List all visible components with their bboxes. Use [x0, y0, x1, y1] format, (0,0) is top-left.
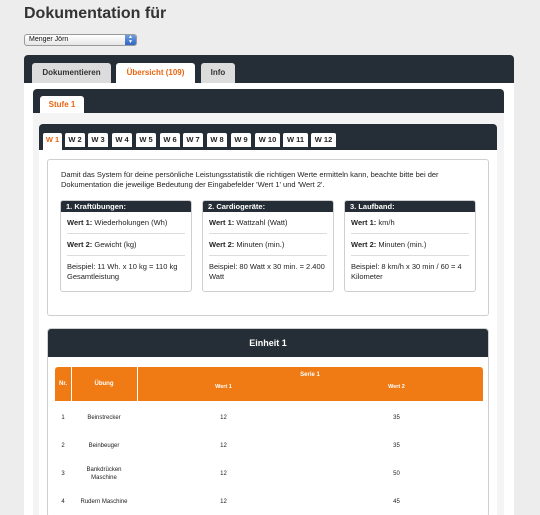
card-title: 2. Cardiogeräte:: [203, 201, 333, 212]
table-cell-wert1: 12: [220, 499, 227, 505]
header-wert1: Wert 1: [215, 384, 232, 390]
card-wert2-value: Minuten (min.): [236, 240, 285, 249]
week-panel: [39, 124, 497, 515]
card-kraftuebungen: [60, 200, 192, 292]
header-wert2: Wert 2: [388, 384, 405, 390]
card-wert2-value: Minuten (min.): [378, 240, 427, 249]
tab-week-12[interactable]: W 12: [311, 133, 336, 147]
einheit-box: [47, 328, 489, 515]
table-cell-wert1: 12: [220, 415, 227, 421]
table-cell-uebung: Beinbeuger: [88, 443, 120, 449]
card-wert2-value: Gewicht (kg): [94, 240, 137, 249]
table-cell-uebung: Bankdrücken Maschine: [86, 467, 122, 481]
card-wert2-label: Wert 2:: [209, 240, 235, 249]
table-cell-wert1: 12: [220, 471, 227, 477]
tab-dokumentieren[interactable]: Dokumentieren: [32, 63, 111, 83]
tab-week-3[interactable]: W 3: [88, 133, 108, 147]
card-example: Beispiel: 8 km/h x 30 min / 60 = 4 Kilometer: [351, 262, 462, 281]
table-cell-nr: 4: [61, 499, 65, 505]
tab-week-7[interactable]: W 7: [183, 133, 203, 147]
table-cell-wert2: 35: [393, 415, 400, 421]
card-wert1-label: Wert 1:: [351, 218, 377, 227]
tab-week-8[interactable]: W 8: [207, 133, 227, 147]
tab-week-6[interactable]: W 6: [160, 133, 180, 147]
card-wert1-value: Wattzahl (Watt): [236, 218, 288, 227]
stufe-panel: [33, 89, 504, 515]
info-box: [47, 159, 489, 316]
card-title: 1. Kraftübungen:: [61, 201, 191, 212]
table-cell-wert2: 50: [393, 471, 400, 477]
main-content: [24, 83, 514, 515]
tab-week-1[interactable]: W 1: [43, 133, 62, 150]
card-wert2-label: Wert 2:: [351, 240, 377, 249]
card-wert1-label: Wert 1:: [67, 218, 93, 227]
tab-week-9[interactable]: W 9: [231, 133, 251, 147]
header-nr: Nr.: [58, 381, 67, 387]
tab-stufe-1[interactable]: Stufe 1: [40, 96, 84, 113]
table-cell-nr: 3: [61, 471, 65, 477]
tab-info[interactable]: Info: [201, 63, 235, 83]
table-cell-wert2: 35: [393, 443, 400, 449]
tab-week-10[interactable]: W 10: [255, 133, 280, 147]
einheit-title: Einheit 1: [48, 329, 488, 357]
header-uebung: Übung: [94, 381, 114, 387]
tab-uebersicht[interactable]: Übersicht (109): [116, 63, 195, 84]
user-select-value: Menger Jörn: [29, 36, 69, 43]
card-example: Beispiel: 80 Watt x 30 min. = 2.400 Watt: [209, 262, 325, 281]
main-panel: [24, 55, 514, 515]
intro-text: Damit das System für deine persönliche Leistungsstatistik die richtigen Werte ermitteln kann, beachte bitte bei der Dokumentation die jeweilige Bedeutung der Eingabefelder 'Wert 1' und 'Wert 2'.: [61, 170, 439, 189]
table-cell-uebung: Rudern Maschine: [80, 499, 128, 505]
tab-week-4[interactable]: W 4: [112, 133, 132, 147]
card-wert1-value: Wiederholungen (Wh): [94, 218, 168, 227]
table-cell-nr: 2: [61, 443, 65, 449]
stufe-content: [33, 113, 504, 515]
card-cardiogeraete: [202, 200, 334, 292]
select-arrows-icon: ▲ ▼: [125, 35, 136, 45]
einheit-table: [55, 367, 483, 515]
card-title: 3. Laufband:: [345, 201, 475, 212]
tab-week-11[interactable]: W 11: [283, 133, 308, 147]
card-wert2-label: Wert 2:: [67, 240, 93, 249]
page-title: Dokumentation für: [24, 5, 167, 22]
header-serie-1: Serie 1: [300, 372, 320, 378]
card-laufband: [344, 200, 476, 292]
card-wert1-value: km/h: [378, 218, 395, 227]
table-cell-nr: 1: [61, 415, 65, 421]
card-wert1-label: Wert 1:: [209, 218, 235, 227]
week-content: [39, 150, 497, 515]
table-cell-wert1: 12: [220, 443, 227, 449]
table-cell-wert2: 45: [393, 499, 400, 505]
card-example: Beispiel: 11 Wh. x 10 kg = 110 kg Gesamtleistung: [67, 262, 178, 281]
tab-week-2[interactable]: W 2: [65, 133, 85, 147]
tab-week-5[interactable]: W 5: [136, 133, 156, 147]
table-cell-uebung: Beinstrecker: [87, 415, 121, 421]
user-select[interactable]: [24, 34, 137, 46]
